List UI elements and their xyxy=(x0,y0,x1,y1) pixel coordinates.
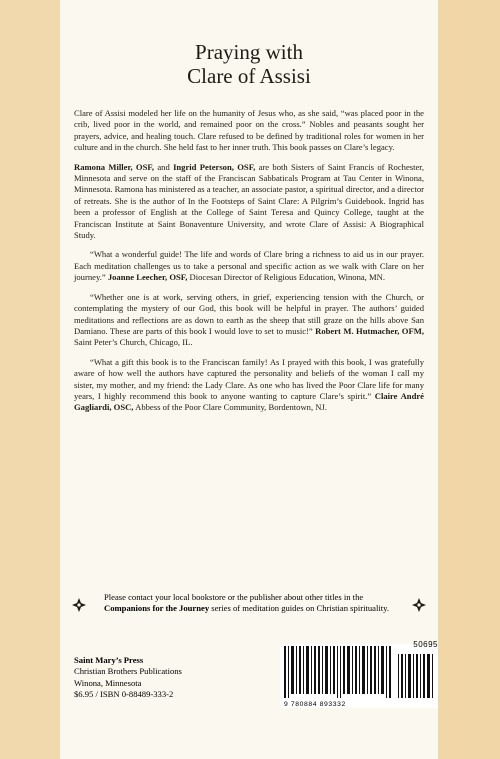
publisher-block xyxy=(74,655,264,701)
publisher-line-3: Winona, Minnesota xyxy=(74,677,142,688)
diamond-ornament-icon xyxy=(412,598,426,612)
barcode xyxy=(280,640,438,712)
publisher-line-2: Christian Brothers Publications xyxy=(74,666,182,677)
barcode-top-number: 50695 xyxy=(413,640,438,649)
description-paragraph xyxy=(74,108,424,154)
diamond-ornament-icon xyxy=(72,598,86,612)
endorsement-1-quote: “What a wonderful guide! The life and words of Clare bring a richness to aid us in our prayer. Each meditation challenges us to take a personal and specific action as we walk with Clare on her journey.” xyxy=(74,249,424,283)
description-text: Clare of Assisi modeled her life on the humanity of Jesus who, as she said, “was placed poor in the crib, lived poor in the world, and remained poor on the cross.” Nobles and peasants sought her prayers, advice, and healing touch. Clare refused to be defined by traditional roles for women in her culture and in the church. She held fast to her inner truth. This book passes on Clare’s legacy. xyxy=(74,108,424,153)
series-name: Companions for the Journey xyxy=(104,603,210,614)
title-line-1: Praying with xyxy=(195,40,303,64)
contact-pre: Please contact your local bookstore or the publisher about other titles in the xyxy=(104,592,364,602)
barcode-caption: 9 780884 893332 xyxy=(284,701,346,708)
barcode-box xyxy=(280,644,438,708)
contact-text xyxy=(104,592,394,615)
endorsement-2-author: Robert M. Hutmacher, OFM, xyxy=(315,325,424,336)
contact-post: series of meditation guides on Christian spirituality. xyxy=(209,603,390,614)
authors-paragraph xyxy=(74,162,424,242)
authors-connector: and xyxy=(154,161,174,172)
cover-left-border xyxy=(0,0,60,759)
endorsement-3-quote: “What a gift this book is to the Franciscan family! As I prayed with this book, I was gratefully aware of how well the authors have captured the personality and beliefs of the woman I call my sister, my mother, and my friend: the Lady Clare. As one who has lived the Poor Clare life for many years, I highly recommend this book to anyone wanting to capture Clare’s spirit.” xyxy=(74,356,424,401)
cover-right-border xyxy=(438,0,500,759)
author-name-1: Ramona Miller, OSF, xyxy=(74,161,155,172)
back-cover-panel xyxy=(60,0,438,759)
authors-bio: are both Sisters of Saint Francis of Rochester, Minnesota and serve on the staff of the Franciscan Sabbaticals Program at Tau Center in Winona, Minnesota. Ramona has ministered as a teacher, an associate pastor, a spiritual director, and a director of retreats. She is the author of In the Footsteps of Saint Clare: A Pilgrim’s Guidebook. Ingrid has been a professor of English at the College of Saint Teresa and Quincy College, taught at the Franciscan Institute at Saint Bonaventure University, and wrote Clare of Assisi: A Biographical Study. xyxy=(74,161,424,241)
endorsement-3-author: Claire André Gagliardi, OSC, xyxy=(74,390,424,413)
endorsement-1-affiliation: Diocesan Director of Religious Education, Winona, MN. xyxy=(187,272,385,283)
title-line-2: Clare of Assisi xyxy=(187,64,311,88)
contact-block xyxy=(74,592,424,615)
endorsement-2-affiliation: Saint Peter’s Church, Chicago, IL. xyxy=(74,337,193,348)
endorsement-3 xyxy=(74,357,424,414)
endorsement-2 xyxy=(74,292,424,349)
endorsement-1 xyxy=(74,249,424,283)
book-title xyxy=(74,40,424,88)
publisher-name: Saint Mary’s Press xyxy=(74,655,144,665)
endorsement-3-affiliation: Abbess of the Poor Clare Community, Bordentown, NJ. xyxy=(133,402,327,413)
barcode-icon xyxy=(280,644,438,700)
endorsement-1-author: Joanne Leecher, OSF, xyxy=(107,272,188,283)
price-isbn: $6.95 / ISBN 0-88489-333-2 xyxy=(74,689,174,700)
author-name-2: Ingrid Peterson, OSF, xyxy=(173,161,256,172)
back-cover-content xyxy=(74,40,424,422)
endorsement-2-quote: “Whether one is at work, serving others, in grief, experiencing tension with the Church, or contemplating the mystery of our God, this book will be helpful in prayer. The authors’ guided meditations and reflections are as down to earth as the sheep that still graze on the hills above San Damiano. These are parts of this book I would love to set to music!” xyxy=(74,291,424,336)
